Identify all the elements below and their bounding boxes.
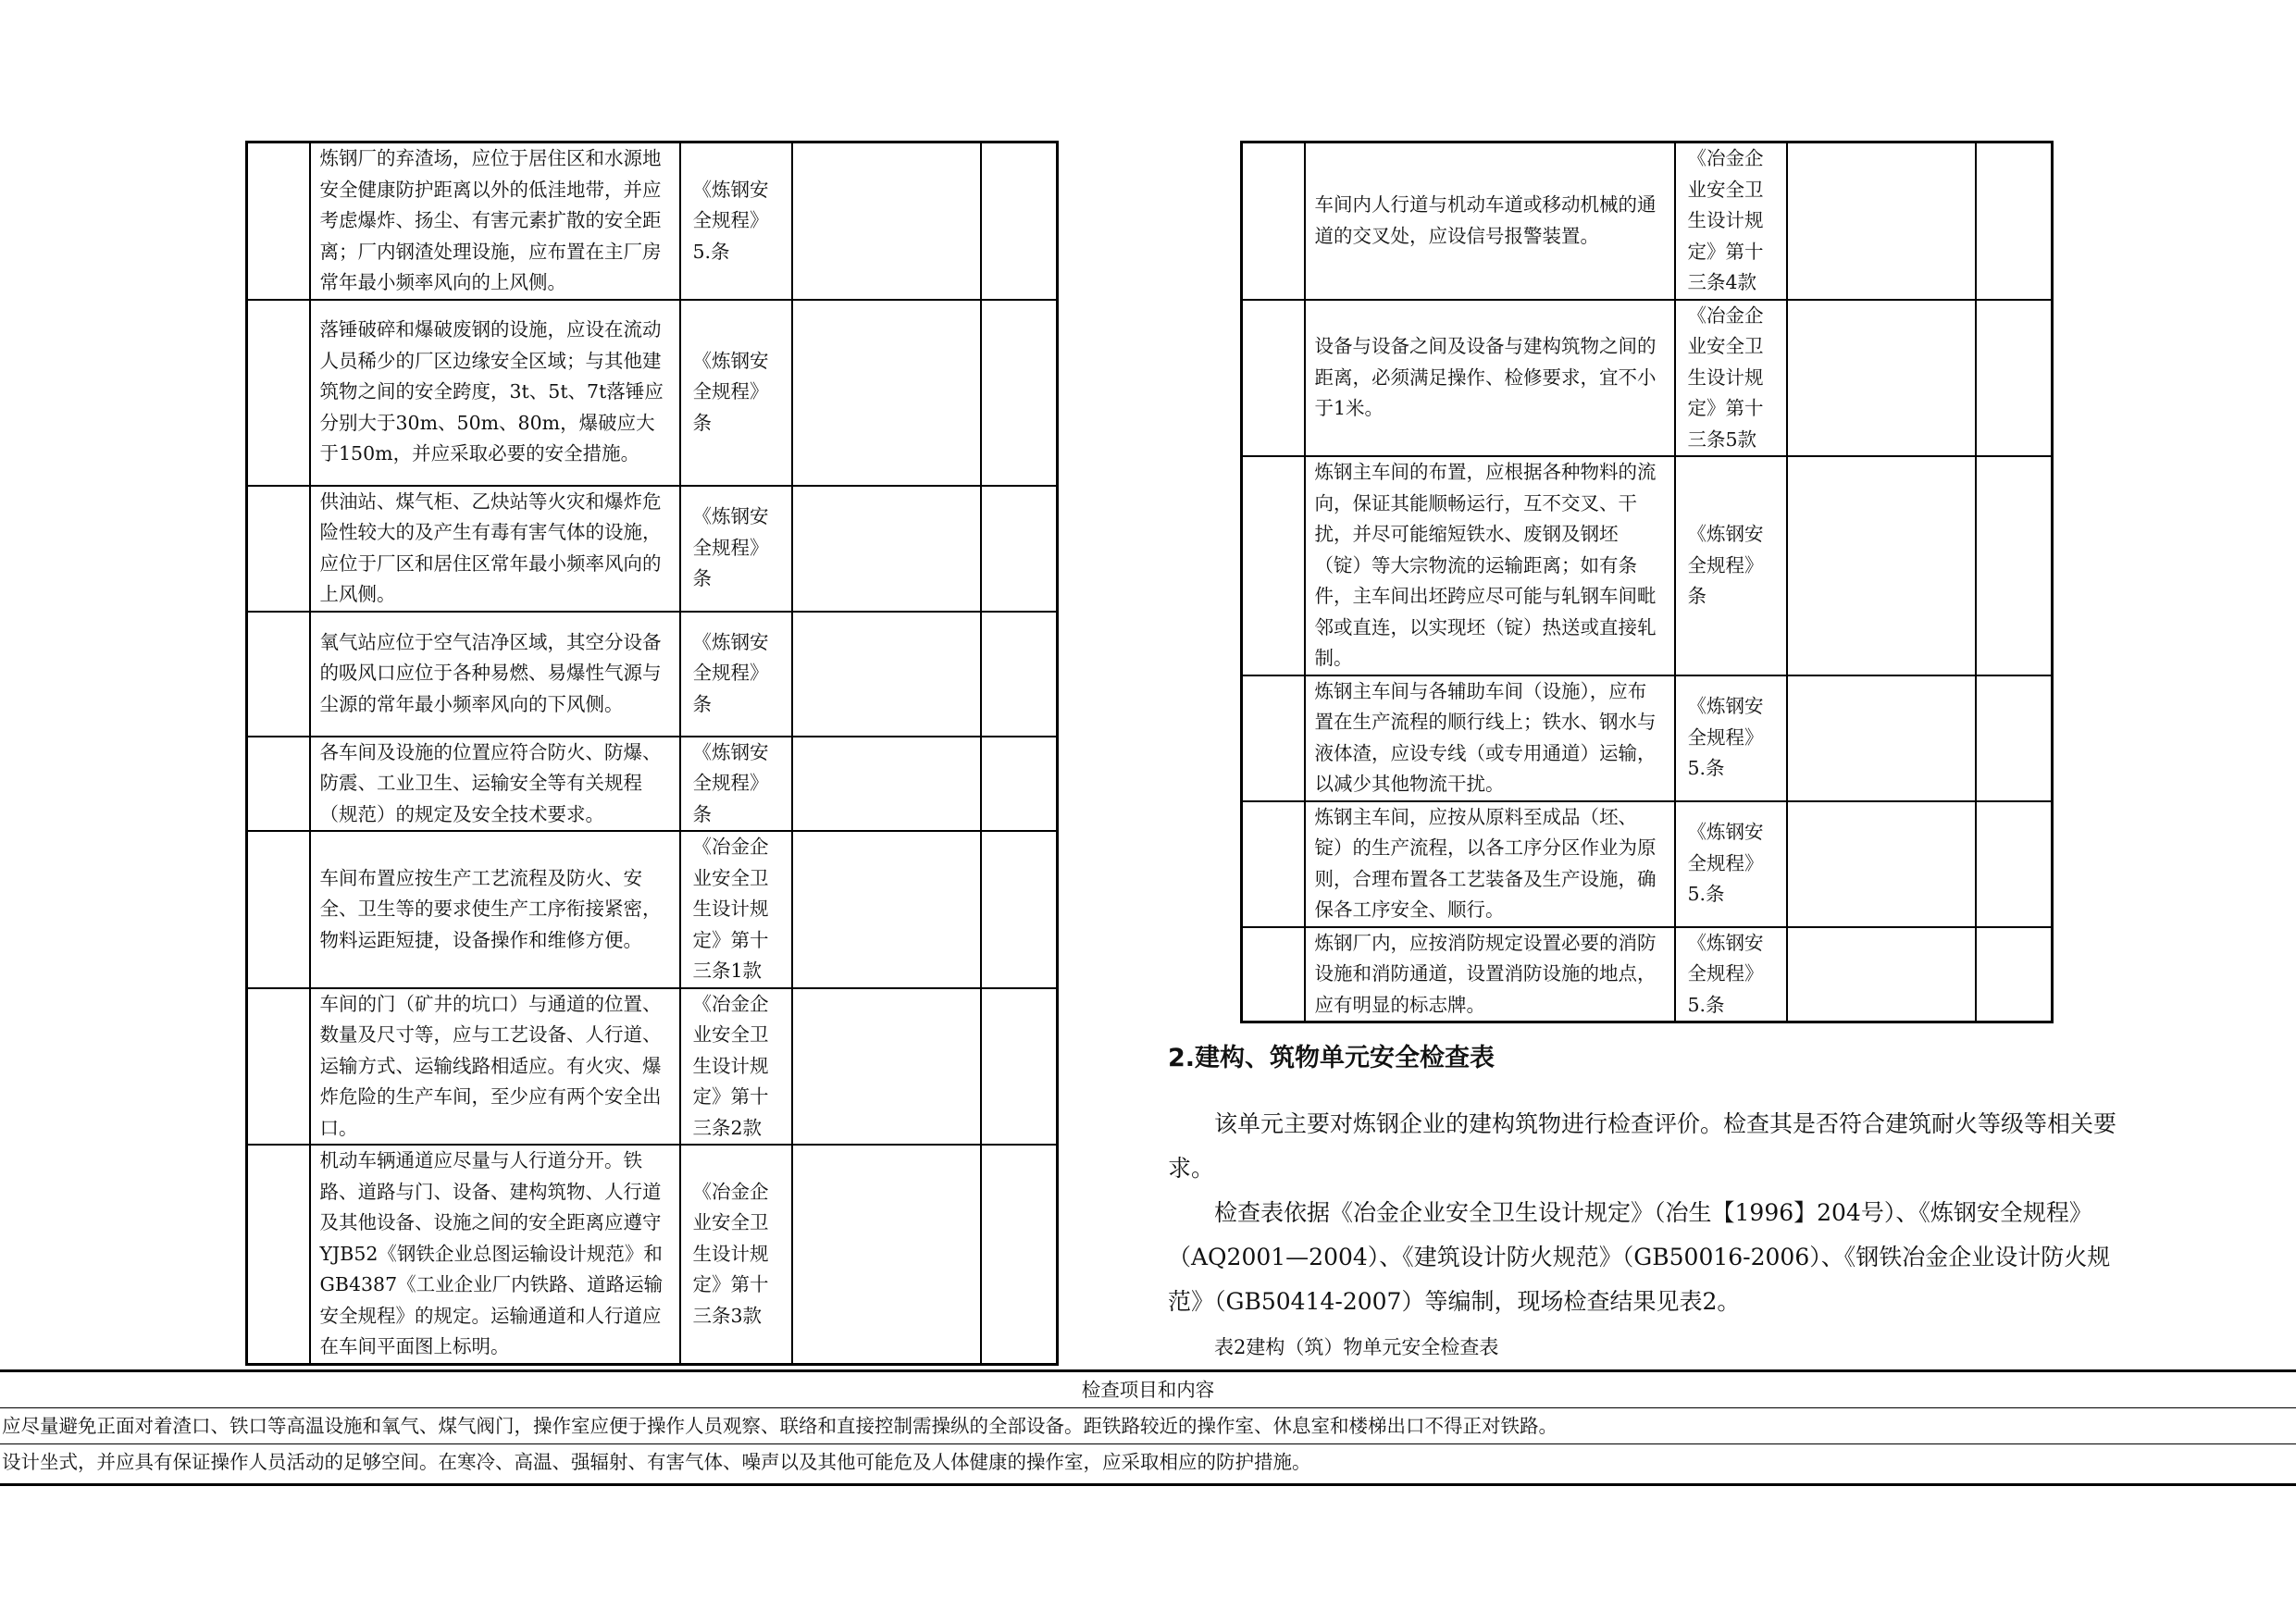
basis-cell: 《炼钢安全规程》条	[680, 737, 792, 832]
index-cell	[247, 300, 310, 486]
basis-cell: 《炼钢安全规程》条	[680, 300, 792, 486]
basis-cell: 《冶金企业安全卫生设计规定》第十三条2款	[680, 988, 792, 1146]
result-cell	[792, 988, 981, 1146]
table-row	[247, 486, 1058, 612]
table-row	[247, 1145, 1058, 1364]
index-cell	[1242, 300, 1305, 457]
result-cell	[1787, 142, 1976, 300]
remark-cell	[981, 1145, 1058, 1364]
index-cell	[247, 1145, 310, 1364]
basis-cell: 《冶金企业安全卫生设计规定》第十三条5款	[1675, 300, 1787, 457]
result-cell	[1787, 801, 1976, 927]
remark-cell	[981, 486, 1058, 612]
result-cell	[792, 142, 981, 300]
remark-cell	[981, 612, 1058, 737]
table-row	[1242, 801, 2053, 927]
basis-cell: 《炼钢安全规程》5.条	[1675, 801, 1787, 927]
content-cell: 车间布置应按生产工艺流程及防火、安全、卫生等的要求使生产工序衔接紧密，物料运距短捷，设备操作和维修方便。	[310, 831, 680, 988]
left-check-table	[245, 141, 1059, 1366]
content-cell: 供油站、煤气柜、乙炔站等火灾和爆炸危险性较大的及产生有毒有害气体的设施，应位于厂区和居住区常年最小频率风向的上风侧。	[310, 486, 680, 612]
content-cell: 氧气站应位于空气洁净区域，其空分设备的吸风口应位于各种易燃、易爆性气源与尘源的常年最小频率风向的下风侧。	[310, 612, 680, 737]
result-cell	[792, 1145, 981, 1364]
content-cell: 落锤破碎和爆破废钢的设施，应设在流动人员稀少的厂区边缘安全区域；与其他建筑物之间的安全跨度，3t、5t、7t落锤应分别大于30m、50m、80m，爆破应大于150m，并应采取必要的安全措施。	[310, 300, 680, 486]
index-cell	[247, 737, 310, 832]
table-row	[247, 831, 1058, 988]
remark-cell	[981, 142, 1058, 300]
section-intro-paragraph: 该单元主要对炼钢企业的建构筑物进行检查评价。检查其是否符合建筑耐火等级等相关要求。	[1168, 1110, 2117, 1182]
index-cell	[1242, 675, 1305, 801]
index-cell	[1242, 801, 1305, 927]
remark-cell	[981, 831, 1058, 988]
index-cell	[1242, 142, 1305, 300]
table-row	[1242, 300, 2053, 457]
table-row	[1242, 927, 2053, 1022]
bottom-table-header: 检查项目和内容	[1081, 1379, 1215, 1401]
basis-cell: 《冶金企业安全卫生设计规定》第十三条4款	[1675, 142, 1787, 300]
result-cell	[1787, 675, 1976, 801]
remark-cell	[1976, 142, 2053, 300]
index-cell	[247, 612, 310, 737]
section-basis-paragraph: 检查表依据《冶金企业安全卫生设计规定》（冶生【1996】204号）、《炼钢安全规程》（AQ2001—2004）、《建筑设计防火规范》（GB50016-2006）、《钢铁冶金企业设计防火规范》（GB50414-2007）等编制，现场检查结果见表2。	[1168, 1199, 2111, 1315]
index-cell	[247, 142, 310, 300]
basis-cell: 《冶金企业安全卫生设计规定》第十三条3款	[680, 1145, 792, 1364]
content-cell: 设备与设备之间及设备与建构筑物之间的距离，必须满足操作、检修要求，宜不小于1米。	[1305, 300, 1675, 457]
table-row	[247, 142, 1058, 300]
result-cell	[792, 300, 981, 486]
result-cell	[792, 831, 981, 988]
content-cell: 车间内人行道与机动车道或移动机械的通道的交叉处，应设信号报警装置。	[1305, 142, 1675, 300]
remark-cell	[1976, 300, 2053, 457]
basis-cell: 《炼钢安全规程》5.条	[1675, 675, 1787, 801]
basis-cell: 《炼钢安全规程》5.条	[680, 142, 792, 300]
remark-cell	[981, 737, 1058, 832]
content-cell: 炼钢主车间与各辅助车间（设施），应布置在生产流程的顺行线上；铁水、钢水与液体渣，应设专线（或专用通道）运输，以减少其他物流干扰。	[1305, 675, 1675, 801]
remark-cell	[1976, 801, 2053, 927]
bottom-check-table	[0, 1369, 2296, 1486]
result-cell	[1787, 456, 1976, 675]
content-cell: 炼钢厂的弃渣场，应位于居住区和水源地安全健康防护距离以外的低洼地带，并应考虑爆炸、扬尘、有害元素扩散的安全距离；厂内钢渣处理设施，应布置在主厂房常年最小频率风向的上风侧。	[310, 142, 680, 300]
remark-cell	[981, 300, 1058, 486]
result-cell	[1787, 300, 1976, 457]
index-cell	[247, 486, 310, 612]
remark-cell	[1976, 675, 2053, 801]
content-cell: 炼钢厂内，应按消防规定设置必要的消防设施和消防通道，设置消防设施的地点，应有明显的标志牌。	[1305, 927, 1675, 1022]
content-cell: 炼钢主车间的布置，应根据各种物料的流向，保证其能顺畅运行，互不交叉、干扰，并尽可能缩短铁水、废钢及钢坯（锭）等大宗物流的运输距离；如有条件，主车间出坯跨应尽可能与轧钢车间毗邻或直连，以实现坯（锭）热送或直接轧制。	[1305, 456, 1675, 675]
content-cell: 炼钢主车间，应按从原料至成品（坯、锭）的生产流程，以各工序分区作业为原则，合理布置各工艺装备及生产设施，确保各工序安全、顺行。	[1305, 801, 1675, 927]
result-cell	[792, 612, 981, 737]
table-row	[247, 737, 1058, 832]
section-heading: 2.建构、筑物单元安全检查表	[1168, 1044, 1496, 1072]
result-cell	[1787, 927, 1976, 1022]
content-cell: 各车间及设施的位置应符合防火、防爆、防震、工业卫生、运输安全等有关规程（规范）的规定及安全技术要求。	[310, 737, 680, 832]
index-cell	[1242, 927, 1305, 1022]
index-cell	[1242, 456, 1305, 675]
basis-cell: 《炼钢安全规程》条	[1675, 456, 1787, 675]
table-caption: 表2建构（筑）物单元安全检查表	[1214, 1336, 1499, 1358]
remark-cell	[981, 988, 1058, 1146]
table-row	[247, 300, 1058, 486]
basis-cell: 《炼钢安全规程》5.条	[1675, 927, 1787, 1022]
table-row	[1242, 675, 2053, 801]
remark-cell	[1976, 456, 2053, 675]
result-cell	[792, 737, 981, 832]
right-check-table	[1240, 141, 2054, 1023]
index-cell	[247, 831, 310, 988]
table-row	[247, 988, 1058, 1146]
index-cell	[247, 988, 310, 1146]
table-row	[247, 612, 1058, 737]
table-row	[1242, 456, 2053, 675]
basis-cell: 《炼钢安全规程》条	[680, 486, 792, 612]
table-row: 设计坐式，并应具有保证操作人员活动的足够空间。在寒冷、高温、强辐射、有害气体、噪声以及其他可能危及人体健康的操作室，应采取相应的防护措施。	[0, 1443, 2296, 1480]
table-row: 应尽量避免正面对着渣口、铁口等高温设施和氧气、煤气阀门，操作室应便于操作人员观察、联络和直接控制需操纵的全部设备。距铁路较近的操作室、休息室和楼梯出口不得正对铁路。	[0, 1407, 2296, 1443]
basis-cell: 《冶金企业安全卫生设计规定》第十三条1款	[680, 831, 792, 988]
table-row	[1242, 142, 2053, 300]
result-cell	[792, 486, 981, 612]
content-cell: 车间的门（矿井的坑口）与通道的位置、数量及尺寸等，应与工艺设备、人行道、运输方式、运输线路相适应。有火灾、爆炸危险的生产车间，至少应有两个安全出口。	[310, 988, 680, 1146]
remark-cell	[1976, 927, 2053, 1022]
content-cell: 机动车辆通道应尽量与人行道分开。铁路、道路与门、设备、建构筑物、人行道及其他设备、设施之间的安全距离应遵守YJB52《钢铁企业总图运输设计规范》和GB4387《工业企业厂内铁路、道路运输安全规程》的规定。运输通道和人行道应在车间平面图上标明。	[310, 1145, 680, 1364]
basis-cell: 《炼钢安全规程》条	[680, 612, 792, 737]
